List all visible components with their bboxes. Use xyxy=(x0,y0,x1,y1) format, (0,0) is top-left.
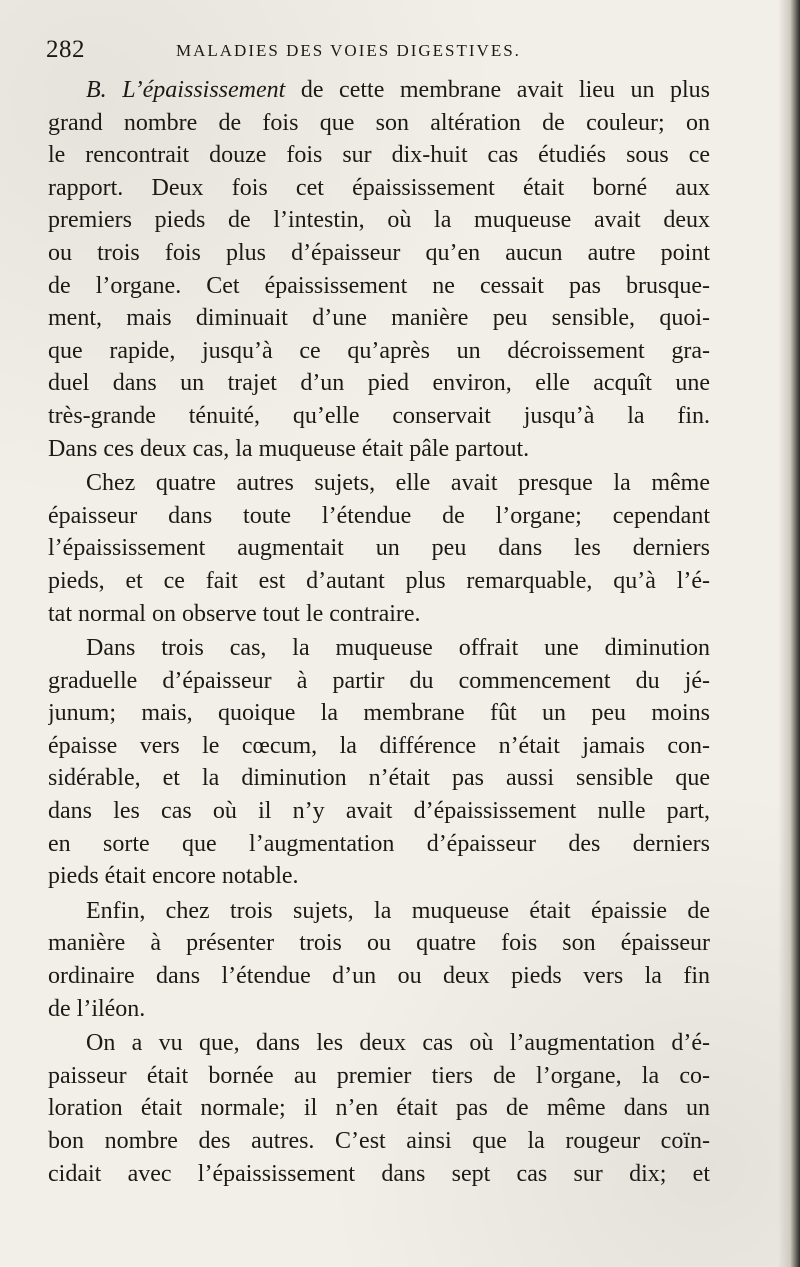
text-line-content: de cette membrane avait lieu un plus xyxy=(285,77,710,103)
text-line: premiers pieds de l’intestin, où la muqueuse avait deux xyxy=(48,207,710,234)
text-line xyxy=(48,74,710,107)
text-line: Enfin, chez trois sujets, la muqueuse était épaissie de xyxy=(86,897,710,924)
page-header xyxy=(46,36,746,66)
text-line: très-grande ténuité, qu’elle conservait jusqu’à la fin. xyxy=(48,402,710,429)
text-line: graduelle d’épaisseur à partir du commencement du jé- xyxy=(48,667,710,694)
text-line: épaisse vers le cœcum, la différence n’était jamais con- xyxy=(48,732,710,759)
running-title: MALADIES DES VOIES DIGESTIVES. xyxy=(176,41,521,60)
text-line: sidérable, et la diminution n’était pas aussi sensible que xyxy=(48,765,710,792)
text-line: bon nombre des autres. C’est ainsi que la rougeur coïn- xyxy=(48,1128,710,1154)
text-line: Dans trois cas, la muqueuse offrait une diminution xyxy=(86,635,710,662)
text-line: junum; mais, quoique la membrane fût un peu moins xyxy=(48,700,710,727)
text-line: en sorte que l’augmentation d’épaisseur des derniers xyxy=(48,830,710,857)
text-line: tat normal on observe tout le contraire. xyxy=(48,600,421,627)
text-line: dans les cas où il n’y avait d’épaississement nulle part, xyxy=(48,798,710,825)
text-line: le rencontrait douze fois sur dix-huit cas étudiés sous ce xyxy=(48,142,710,169)
text-line: cidait avec l’épaississement dans sept cas sur dix; et xyxy=(48,1160,710,1187)
text-line: de l’iléon. xyxy=(48,995,146,1022)
text-line: que rapide, jusqu’à ce qu’après un décroissement gra- xyxy=(48,337,710,364)
text-line: grand nombre de fois que son altération de couleur; on xyxy=(48,109,710,136)
page-number: 282 xyxy=(46,36,85,63)
page-edge-shadow xyxy=(778,0,800,1267)
text-line: l’épaississement augmentait un peu dans les derniers xyxy=(48,535,710,562)
text-line: duel dans un trajet d’un pied environ, elle acquît une xyxy=(48,370,710,397)
text-line: épaisseur dans toute l’étendue de l’organe; cependant xyxy=(48,502,710,529)
text-line: manière à présenter trois ou quatre fois son épaisseur xyxy=(48,930,710,957)
text-line: ou trois fois plus d’épaisseur qu’en aucun autre point xyxy=(48,239,710,266)
text-line: On a vu que, dans les deux cas où l’augmentation d’é- xyxy=(86,1030,710,1057)
text-line: loration était normale; il n’en était pas de même dans un xyxy=(48,1095,710,1122)
text-line: rapport. Deux fois cet épaississement était borné aux xyxy=(48,174,710,201)
text-line: Chez quatre autres sujets, elle avait presque la même xyxy=(86,470,710,497)
text-line: paisseur était bornée au premier tiers de l’organe, la co- xyxy=(48,1062,710,1089)
text-line: Dans ces deux cas, la muqueuse était pâle partout. xyxy=(48,435,530,462)
text-line: pieds, et ce fait est d’autant plus remarquable, qu’à l’é- xyxy=(48,567,710,594)
text-line: de l’organe. Cet épaississement ne cessait pas brusque- xyxy=(48,272,710,299)
section-lead: B. L’épaississement xyxy=(86,77,286,103)
text-line: pieds était encore notable. xyxy=(48,863,299,890)
body-text xyxy=(48,74,710,1190)
text-line: ment, mais diminuait d’une manière peu sensible, quoi- xyxy=(48,305,710,332)
text-line: ordinaire dans l’étendue d’un ou deux pieds vers la fin xyxy=(48,963,710,990)
